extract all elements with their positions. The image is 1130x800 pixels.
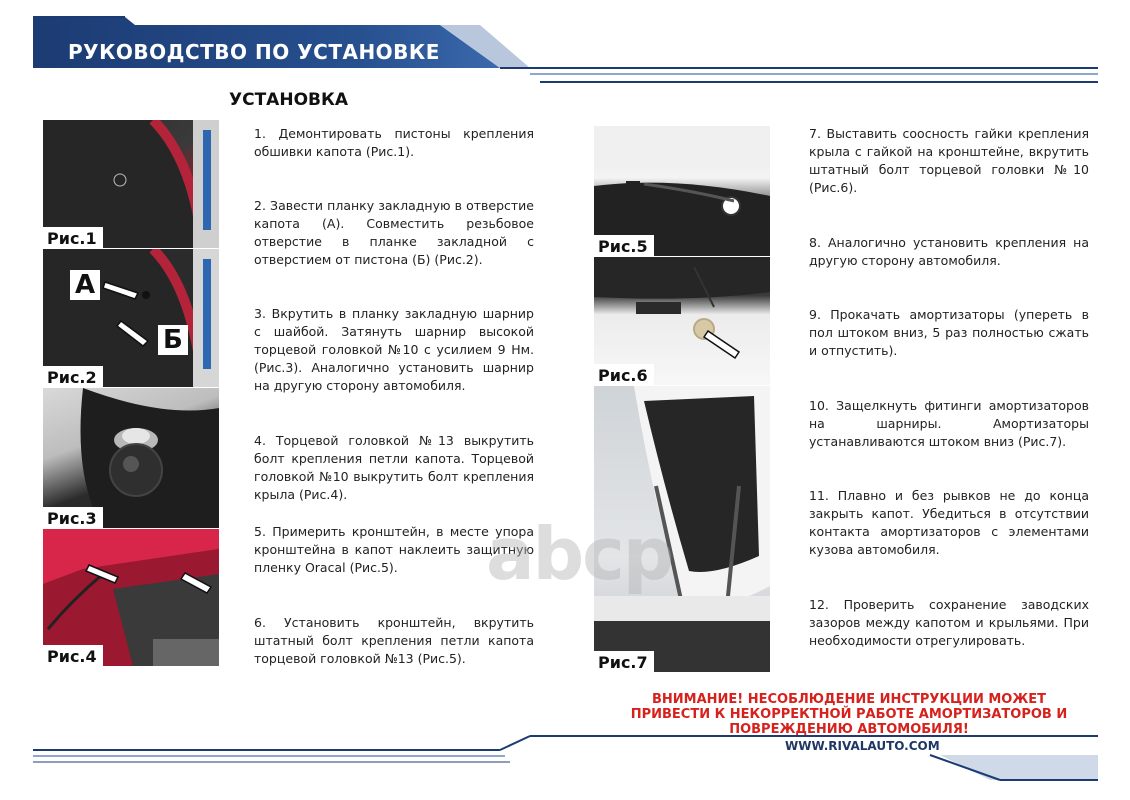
photo-fig4 xyxy=(43,529,219,666)
step-10: 10. Защелкнуть фитинги амортизаторов на шарниры. Амортизаторы устанавливаются штоком вниз (Рис.7). xyxy=(809,398,1089,449)
fig2-caption: Рис.2 xyxy=(43,366,103,387)
photo-fig2 xyxy=(43,249,219,387)
step-3: 3. Вкрутить в планку закладную шарнир с шайбой. Затянуть шарнир высокой торцевой головкой №10 с усилием 9 Нм. (Рис.3). Аналогично установить шарнир на другую сторону автомобиля. xyxy=(254,306,534,393)
fig4-caption: Рис.4 xyxy=(43,645,103,666)
header-banner xyxy=(0,0,1130,110)
section-title: УСТАНОВКА xyxy=(229,90,349,110)
footer-banner xyxy=(0,730,1130,800)
website-link[interactable]: WWW.RIVALAUTO.COM xyxy=(785,739,940,753)
photo-fig3 xyxy=(43,388,219,528)
warning-text: ВНИМАНИЕ! НЕСОБЛЮДЕНИЕ ИНСТРУКЦИИ МОЖЕТ ПРИВЕСТИ К НЕКОРРЕКТНОЙ РАБОТЕ АМОРТИЗАТОРОВ И ПОВРЕЖДЕНИЮ АВТОМОБИЛЯ! xyxy=(630,692,1068,737)
photo-fig6 xyxy=(594,257,770,385)
step-9: 9. Прокачать амортизаторы (упереть в пол штоком вниз, 5 раз полностью сжать и отпустить). xyxy=(809,307,1089,358)
fig6-caption: Рис.6 xyxy=(594,364,654,385)
step-7: 7. Выставить соосность гайки крепления крыла с гайкой на кронштейне, вкрутить штатный болт торцевой головки №10 (Рис.6). xyxy=(809,126,1089,195)
step-2: 2. Завести планку закладную в отверстие капота (А). Совместить резьбовое отверстие в планке закладной с отверстием от пистона (Б) (Рис.2). xyxy=(254,198,534,267)
step-8: 8. Аналогично установить крепления на другую сторону автомобиля. xyxy=(809,235,1089,268)
label-a: А xyxy=(70,270,100,300)
watermark: abcp xyxy=(486,512,673,596)
photo-fig1 xyxy=(43,120,219,248)
step-6: 6. Установить кронштейн, вкрутить штатный болт крепления петли капота торцевой головкой №13 (Рис.5). xyxy=(254,615,534,666)
fig3-caption: Рис.3 xyxy=(43,507,103,528)
page-title: РУКОВОДСТВО ПО УСТАНОВКЕ xyxy=(68,40,440,64)
step-1: 1. Демонтировать пистоны крепления обшивки капота (Рис.1). xyxy=(254,126,534,159)
step-11: 11. Плавно и без рывков не до конца закрыть капот. Убедиться в отсутствии контакта амортизаторов с элементами кузова автомобиля. xyxy=(809,488,1089,557)
label-b: Б xyxy=(158,325,188,355)
fig5-caption: Рис.5 xyxy=(594,235,654,256)
fig1-caption: Рис.1 xyxy=(43,227,103,248)
photo-fig5 xyxy=(594,126,770,256)
step-4: 4. Торцевой головкой №13 выкрутить болт крепления петли капота. Торцевой головкой №10 выкрутить болт крепления крыла (Рис.4). xyxy=(254,433,534,502)
step-12: 12. Проверить сохранение заводских зазоров между капотом и крыльями. При необходимости отрегулировать. xyxy=(809,597,1089,648)
fig7-caption: Рис.7 xyxy=(594,651,654,672)
step-5: 5. Примерить кронштейн, в месте упора кронштейна в капот наклеить защитную пленку Oracal (Рис.5). xyxy=(254,524,534,575)
